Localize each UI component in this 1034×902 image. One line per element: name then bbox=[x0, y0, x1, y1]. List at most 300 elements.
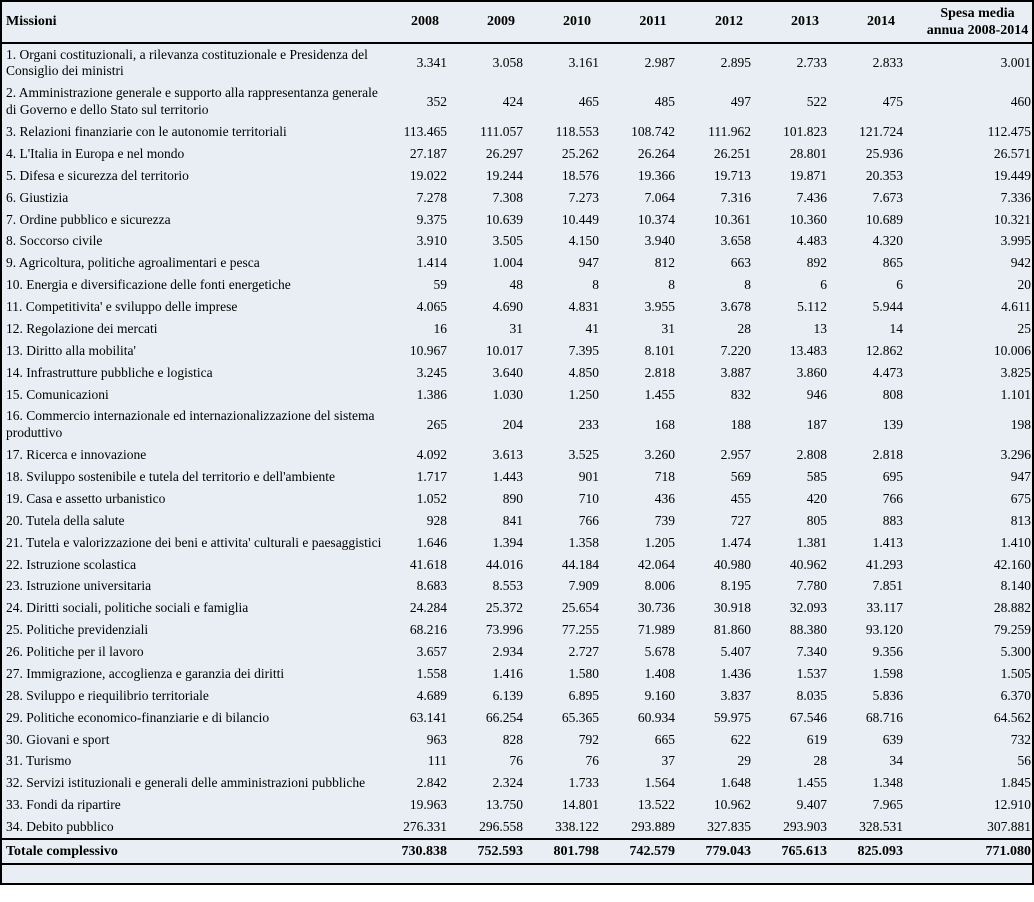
table-row bbox=[2, 751, 1034, 773]
value-cell: 13 bbox=[813, 320, 827, 336]
value-cell: 1.410 bbox=[1000, 534, 1031, 550]
value-cell: 293.889 bbox=[631, 819, 675, 834]
value-cell: 7.340 bbox=[796, 644, 827, 659]
table-row bbox=[2, 642, 1034, 664]
value-cell: 4.483 bbox=[796, 233, 827, 249]
value-cell: 8.101 bbox=[644, 342, 675, 358]
bottom-empty-cell bbox=[2, 864, 1034, 883]
row-label: 4. L'Italia in Europa e nel mondo bbox=[6, 145, 185, 161]
value-cell: 3.955 bbox=[644, 299, 675, 314]
value-cell: 37 bbox=[661, 753, 675, 769]
value-cell: 947 bbox=[578, 255, 599, 271]
table-row bbox=[2, 554, 1034, 576]
value-cell: 25 bbox=[1017, 320, 1031, 336]
value-cell: 68.216 bbox=[409, 622, 447, 638]
value-cell: 3.341 bbox=[416, 54, 447, 70]
table-row bbox=[2, 43, 1034, 83]
value-cell: 7.673 bbox=[872, 189, 903, 205]
table-row bbox=[2, 729, 1034, 751]
value-cell: 352 bbox=[426, 93, 447, 109]
row-label: 11. Competitivita' e sviluppo delle imprese bbox=[6, 299, 238, 314]
value-cell: 8.195 bbox=[720, 578, 751, 594]
table-row bbox=[2, 253, 1034, 275]
row-label: 18. Sviluppo sostenibile e tutela del territorio e dell'ambiente bbox=[6, 469, 335, 484]
row-label: 27. Immigrazione, accoglienza e garanzia dei diritti bbox=[6, 665, 285, 681]
value-cell: 2.957 bbox=[720, 447, 751, 463]
value-cell: 455 bbox=[730, 490, 751, 506]
table-row bbox=[2, 817, 1034, 840]
value-cell: 1.443 bbox=[492, 469, 523, 484]
value-cell: 40.962 bbox=[789, 556, 827, 572]
value-cell: 20.353 bbox=[865, 167, 903, 183]
value-cell: 64.562 bbox=[993, 709, 1031, 725]
value-cell: 1.408 bbox=[644, 665, 675, 681]
value-cell: 59.975 bbox=[713, 709, 751, 725]
row-label: 34. Debito pubblico bbox=[6, 819, 114, 834]
value-cell: 204 bbox=[502, 416, 523, 432]
value-cell: 27.187 bbox=[409, 145, 447, 161]
value-cell: 3.910 bbox=[416, 233, 447, 249]
value-cell: 928 bbox=[426, 512, 447, 528]
table-row bbox=[2, 384, 1034, 406]
value-cell: 7.965 bbox=[872, 797, 903, 813]
value-cell: 3.940 bbox=[644, 233, 675, 249]
value-cell: 766 bbox=[578, 512, 599, 528]
value-cell: 10.639 bbox=[485, 211, 523, 227]
value-cell: 4.092 bbox=[416, 447, 447, 463]
value-cell: 639 bbox=[882, 731, 903, 747]
row-label: 9. Agricoltura, politiche agroalimentari e pesca bbox=[6, 255, 260, 271]
value-cell: 892 bbox=[806, 255, 827, 271]
table-row bbox=[2, 685, 1034, 707]
value-cell: 3.245 bbox=[416, 364, 447, 380]
value-cell: 10.361 bbox=[713, 211, 751, 227]
value-cell: 9.375 bbox=[416, 211, 447, 227]
table-row bbox=[2, 467, 1034, 489]
value-cell: 19.713 bbox=[713, 167, 751, 183]
value-cell: 42.160 bbox=[993, 556, 1031, 572]
value-cell: 5.836 bbox=[872, 687, 903, 703]
value-cell: 1.381 bbox=[796, 534, 827, 550]
value-cell: 71.989 bbox=[637, 622, 675, 638]
value-cell: 10.360 bbox=[789, 211, 827, 227]
row-label: 31. Turismo bbox=[6, 753, 72, 769]
value-cell: 2.727 bbox=[568, 644, 599, 659]
table-row bbox=[2, 275, 1034, 297]
value-cell: 2.842 bbox=[416, 775, 447, 791]
value-cell: 2.895 bbox=[720, 54, 751, 70]
value-cell: 420 bbox=[806, 490, 827, 506]
value-cell: 108.742 bbox=[631, 124, 675, 139]
row-label: 16. Commercio internazionale ed internazionalizzazione del sistema produttivo bbox=[6, 408, 375, 441]
table-row bbox=[2, 143, 1034, 165]
value-cell: 338.122 bbox=[555, 819, 599, 834]
value-cell: 865 bbox=[882, 255, 903, 271]
value-cell: 1.717 bbox=[416, 469, 447, 484]
value-cell: 41 bbox=[585, 320, 599, 336]
value-cell: 727 bbox=[730, 512, 751, 528]
value-cell: 29 bbox=[737, 753, 751, 769]
value-cell: 485 bbox=[654, 93, 675, 109]
value-cell: 3.995 bbox=[1000, 233, 1031, 249]
value-cell: 187 bbox=[806, 416, 827, 432]
value-cell: 1.205 bbox=[644, 534, 675, 550]
value-cell: 88.380 bbox=[789, 622, 827, 638]
value-cell: 3.613 bbox=[492, 447, 523, 463]
value-cell: 10.374 bbox=[637, 211, 675, 227]
value-cell: 68.716 bbox=[865, 709, 903, 725]
value-cell: 25.372 bbox=[485, 600, 523, 616]
value-cell: 1.598 bbox=[872, 665, 903, 681]
value-cell: 1.250 bbox=[568, 386, 599, 402]
value-cell: 3.657 bbox=[416, 644, 447, 659]
value-cell: 8.683 bbox=[416, 578, 447, 594]
value-cell: 465 bbox=[578, 93, 599, 109]
value-cell: 42.064 bbox=[637, 556, 675, 572]
value-cell: 5.300 bbox=[1000, 644, 1031, 659]
value-cell: 1.030 bbox=[492, 386, 523, 402]
value-cell: 1.414 bbox=[416, 255, 447, 271]
table-row bbox=[2, 318, 1034, 340]
value-cell: 3.296 bbox=[1000, 447, 1031, 463]
row-label: 24. Diritti sociali, politiche sociali e famiglia bbox=[6, 600, 249, 616]
value-cell: 1.386 bbox=[416, 386, 447, 402]
value-cell: 139 bbox=[882, 416, 903, 432]
value-cell: 9.356 bbox=[872, 644, 903, 659]
value-cell: 947 bbox=[1010, 469, 1031, 484]
missioni-spending-table bbox=[2, 2, 1034, 883]
value-cell: 2.818 bbox=[872, 447, 903, 463]
value-cell: 101.823 bbox=[783, 124, 827, 139]
row-label: 14. Infrastrutture pubbliche e logistica bbox=[6, 364, 213, 380]
value-cell: 3.161 bbox=[568, 54, 599, 70]
value-cell: 1.004 bbox=[492, 255, 523, 271]
value-cell: 7.780 bbox=[796, 578, 827, 594]
header-cell-year: 2009 bbox=[463, 2, 539, 43]
value-cell: 7.336 bbox=[1000, 189, 1031, 205]
value-cell: 675 bbox=[1010, 490, 1031, 506]
value-cell: 19.022 bbox=[409, 167, 447, 183]
row-label: 33. Fondi da ripartire bbox=[6, 797, 121, 813]
value-cell: 10.449 bbox=[561, 211, 599, 227]
value-cell: 81.860 bbox=[713, 622, 751, 638]
row-label: 22. Istruzione scolastica bbox=[6, 556, 137, 572]
value-cell: 475 bbox=[882, 93, 903, 109]
row-label: 7. Ordine pubblico e sicurezza bbox=[6, 211, 171, 227]
value-cell: 112.475 bbox=[987, 124, 1031, 139]
value-cell: 76 bbox=[509, 753, 523, 769]
value-cell: 436 bbox=[654, 490, 675, 506]
total-value-cell: 779.043 bbox=[691, 839, 767, 864]
value-cell: 327.835 bbox=[707, 819, 751, 834]
value-cell: 8.035 bbox=[796, 687, 827, 703]
value-cell: 66.254 bbox=[485, 709, 523, 725]
value-cell: 31 bbox=[661, 320, 675, 336]
value-cell: 732 bbox=[1010, 731, 1031, 747]
value-cell: 4.473 bbox=[872, 364, 903, 380]
value-cell: 2.833 bbox=[872, 54, 903, 70]
value-cell: 19.244 bbox=[485, 167, 523, 183]
row-label: 3. Relazioni finanziarie con le autonomie territoriali bbox=[6, 124, 287, 139]
value-cell: 13.522 bbox=[637, 797, 675, 813]
value-cell: 4.150 bbox=[568, 233, 599, 249]
value-cell: 1.436 bbox=[720, 665, 751, 681]
value-cell: 59 bbox=[433, 277, 447, 293]
total-value-cell: 730.838 bbox=[387, 839, 463, 864]
value-cell: 813 bbox=[1010, 512, 1031, 528]
value-cell: 10.689 bbox=[865, 211, 903, 227]
header-row bbox=[2, 2, 1034, 43]
value-cell: 3.837 bbox=[720, 687, 751, 703]
value-cell: 1.505 bbox=[1000, 665, 1031, 681]
value-cell: 1.733 bbox=[568, 775, 599, 791]
header-cell-year: 2008 bbox=[387, 2, 463, 43]
value-cell: 31 bbox=[509, 320, 523, 336]
value-cell: 828 bbox=[502, 731, 523, 747]
value-cell: 1.394 bbox=[492, 534, 523, 550]
table-row bbox=[2, 165, 1034, 187]
table-row bbox=[2, 773, 1034, 795]
value-cell: 25.262 bbox=[561, 145, 599, 161]
row-label: 15. Comunicazioni bbox=[6, 386, 109, 402]
value-cell: 946 bbox=[806, 386, 827, 402]
table-row bbox=[2, 362, 1034, 384]
value-cell: 93.120 bbox=[865, 622, 903, 638]
value-cell: 1.558 bbox=[416, 665, 447, 681]
value-cell: 28 bbox=[813, 753, 827, 769]
value-cell: 26.251 bbox=[713, 145, 751, 161]
value-cell: 3.887 bbox=[720, 364, 751, 380]
header-cell-year: 2012 bbox=[691, 2, 767, 43]
value-cell: 328.531 bbox=[859, 819, 903, 834]
value-cell: 5.678 bbox=[644, 644, 675, 659]
table-row bbox=[2, 532, 1034, 554]
value-cell: 622 bbox=[730, 731, 751, 747]
value-cell: 10.967 bbox=[409, 342, 447, 358]
value-cell: 1.537 bbox=[796, 665, 827, 681]
value-cell: 7.316 bbox=[720, 189, 751, 205]
value-cell: 1.358 bbox=[568, 534, 599, 550]
value-cell: 942 bbox=[1010, 255, 1031, 271]
value-cell: 28.801 bbox=[789, 145, 827, 161]
value-cell: 18.576 bbox=[561, 167, 599, 183]
value-cell: 6 bbox=[820, 277, 827, 293]
value-cell: 188 bbox=[730, 416, 751, 432]
value-cell: 14 bbox=[889, 320, 903, 336]
value-cell: 168 bbox=[654, 416, 675, 432]
value-cell: 1.413 bbox=[872, 534, 903, 550]
value-cell: 890 bbox=[502, 490, 523, 506]
table-row bbox=[2, 122, 1034, 144]
row-label: 29. Politiche economico-finanziarie e di bilancio bbox=[6, 709, 270, 725]
total-value-cell: 825.093 bbox=[843, 839, 919, 864]
value-cell: 1.101 bbox=[1000, 386, 1031, 402]
value-cell: 2.324 bbox=[492, 775, 523, 791]
value-cell: 460 bbox=[1010, 93, 1031, 109]
value-cell: 4.611 bbox=[1001, 299, 1031, 314]
value-cell: 26.571 bbox=[993, 145, 1031, 161]
value-cell: 663 bbox=[730, 255, 751, 271]
row-label: 6. Giustizia bbox=[6, 189, 69, 205]
value-cell: 48 bbox=[509, 277, 523, 293]
value-cell: 695 bbox=[882, 469, 903, 484]
row-label: 10. Energia e diversificazione delle fonti energetiche bbox=[6, 277, 291, 293]
value-cell: 10.321 bbox=[993, 211, 1031, 227]
value-cell: 10.017 bbox=[485, 342, 523, 358]
value-cell: 522 bbox=[806, 93, 827, 109]
header-cell-year: 2013 bbox=[767, 2, 843, 43]
row-label: 17. Ricerca e innovazione bbox=[6, 447, 147, 463]
row-label: 23. Istruzione universitaria bbox=[6, 578, 152, 594]
value-cell: 2.934 bbox=[492, 644, 523, 659]
value-cell: 10.006 bbox=[993, 342, 1031, 358]
value-cell: 9.160 bbox=[644, 687, 675, 703]
value-cell: 3.825 bbox=[1000, 364, 1031, 380]
value-cell: 1.455 bbox=[796, 775, 827, 791]
value-cell: 766 bbox=[882, 490, 903, 506]
table-row bbox=[2, 576, 1034, 598]
value-cell: 41.293 bbox=[865, 556, 903, 572]
value-cell: 30.736 bbox=[637, 600, 675, 616]
table-row bbox=[2, 445, 1034, 467]
value-cell: 497 bbox=[730, 93, 751, 109]
value-cell: 32.093 bbox=[789, 600, 827, 616]
value-cell: 883 bbox=[882, 512, 903, 528]
row-label: 2. Amministrazione generale e supporto alla rappresentanza generale di Governo e dello Stato sul territorio bbox=[6, 85, 378, 118]
value-cell: 12.910 bbox=[993, 797, 1031, 813]
table-body bbox=[2, 43, 1034, 883]
value-cell: 7.278 bbox=[416, 189, 447, 205]
value-cell: 3.505 bbox=[492, 233, 523, 249]
value-cell: 30.918 bbox=[713, 600, 751, 616]
value-cell: 73.996 bbox=[485, 622, 523, 638]
value-cell: 26.264 bbox=[637, 145, 675, 161]
value-cell: 28.882 bbox=[993, 600, 1031, 616]
value-cell: 65.365 bbox=[561, 709, 599, 725]
value-cell: 5.407 bbox=[720, 644, 751, 659]
row-label: 19. Casa e assetto urbanistico bbox=[6, 490, 166, 506]
value-cell: 19.449 bbox=[993, 167, 1031, 183]
value-cell: 26.297 bbox=[485, 145, 523, 161]
table-row bbox=[2, 83, 1034, 122]
value-cell: 792 bbox=[578, 731, 599, 747]
table-row bbox=[2, 795, 1034, 817]
row-label: 20. Tutela della salute bbox=[6, 512, 125, 528]
header-cell-missioni: Missioni bbox=[2, 2, 387, 43]
value-cell: 739 bbox=[654, 512, 675, 528]
value-cell: 293.903 bbox=[783, 819, 827, 834]
value-cell: 3.058 bbox=[492, 54, 523, 70]
value-cell: 7.909 bbox=[568, 578, 599, 594]
value-cell: 13.483 bbox=[789, 342, 827, 358]
value-cell: 79.259 bbox=[993, 622, 1031, 638]
value-cell: 4.850 bbox=[568, 364, 599, 380]
value-cell: 7.436 bbox=[796, 189, 827, 205]
value-cell: 111.057 bbox=[480, 124, 523, 139]
value-cell: 5.112 bbox=[797, 299, 827, 314]
table-row bbox=[2, 187, 1034, 209]
value-cell: 77.255 bbox=[561, 622, 599, 638]
value-cell: 619 bbox=[806, 731, 827, 747]
value-cell: 7.851 bbox=[872, 578, 903, 594]
table-row bbox=[2, 209, 1034, 231]
value-cell: 1.564 bbox=[644, 775, 675, 791]
bottom-empty-strip bbox=[2, 864, 1034, 883]
value-cell: 121.724 bbox=[859, 124, 903, 139]
value-cell: 19.366 bbox=[637, 167, 675, 183]
table-row bbox=[2, 707, 1034, 729]
header-cell-year: 2010 bbox=[539, 2, 615, 43]
value-cell: 3.260 bbox=[644, 447, 675, 463]
value-cell: 424 bbox=[502, 93, 523, 109]
value-cell: 56 bbox=[1017, 753, 1031, 769]
value-cell: 14.801 bbox=[561, 797, 599, 813]
value-cell: 1.455 bbox=[644, 386, 675, 402]
value-cell: 1.580 bbox=[568, 665, 599, 681]
row-label: 28. Sviluppo e riequilibrio territoriale bbox=[6, 687, 209, 703]
total-value-cell: 801.798 bbox=[539, 839, 615, 864]
value-cell: 276.331 bbox=[403, 819, 447, 834]
value-cell: 25.936 bbox=[865, 145, 903, 161]
value-cell: 1.646 bbox=[416, 534, 447, 550]
value-cell: 6 bbox=[896, 277, 903, 293]
total-value-cell: 752.593 bbox=[463, 839, 539, 864]
value-cell: 4.831 bbox=[568, 299, 599, 314]
value-cell: 265 bbox=[426, 416, 447, 432]
value-cell: 41.618 bbox=[409, 556, 447, 572]
value-cell: 710 bbox=[578, 490, 599, 506]
value-cell: 233 bbox=[578, 416, 599, 432]
value-cell: 1.474 bbox=[720, 534, 751, 550]
row-label: 26. Politiche per il lavoro bbox=[6, 644, 144, 659]
value-cell: 118.553 bbox=[555, 124, 599, 139]
value-cell: 2.808 bbox=[796, 447, 827, 463]
value-cell: 28 bbox=[737, 320, 751, 336]
value-cell: 1.648 bbox=[720, 775, 751, 791]
value-cell: 6.370 bbox=[1000, 687, 1031, 703]
value-cell: 7.308 bbox=[492, 189, 523, 205]
value-cell: 665 bbox=[654, 731, 675, 747]
value-cell: 1.052 bbox=[416, 490, 447, 506]
value-cell: 198 bbox=[1010, 416, 1031, 432]
table-row bbox=[2, 406, 1034, 445]
value-cell: 808 bbox=[882, 386, 903, 402]
row-label: 13. Diritto alla mobilita' bbox=[6, 342, 136, 358]
value-cell: 718 bbox=[654, 469, 675, 484]
row-label: 21. Tutela e valorizzazione dei beni e attivita' culturali e paesaggistici bbox=[6, 534, 382, 550]
value-cell: 7.064 bbox=[644, 189, 675, 205]
header-cell-average: Spesa media annua 2008-2014 bbox=[919, 2, 1034, 43]
value-cell: 60.934 bbox=[637, 709, 675, 725]
table-row bbox=[2, 598, 1034, 620]
value-cell: 8 bbox=[744, 277, 751, 293]
value-cell: 111.962 bbox=[708, 124, 751, 139]
row-label: 32. Servizi istituzionali e generali delle amministrazioni pubbliche bbox=[6, 775, 366, 791]
value-cell: 67.546 bbox=[789, 709, 827, 725]
value-cell: 7.220 bbox=[720, 342, 751, 358]
value-cell: 24.284 bbox=[409, 600, 447, 616]
header-cell-year: 2011 bbox=[615, 2, 691, 43]
value-cell: 25.654 bbox=[561, 600, 599, 616]
value-cell: 3.658 bbox=[720, 233, 751, 249]
total-label: Totale complessivo bbox=[2, 839, 387, 864]
value-cell: 12.862 bbox=[865, 342, 903, 358]
value-cell: 3.678 bbox=[720, 299, 751, 314]
row-label: 12. Regolazione dei mercati bbox=[6, 320, 158, 336]
value-cell: 4.065 bbox=[416, 299, 447, 314]
table-row bbox=[2, 340, 1034, 362]
value-cell: 19.871 bbox=[789, 167, 827, 183]
